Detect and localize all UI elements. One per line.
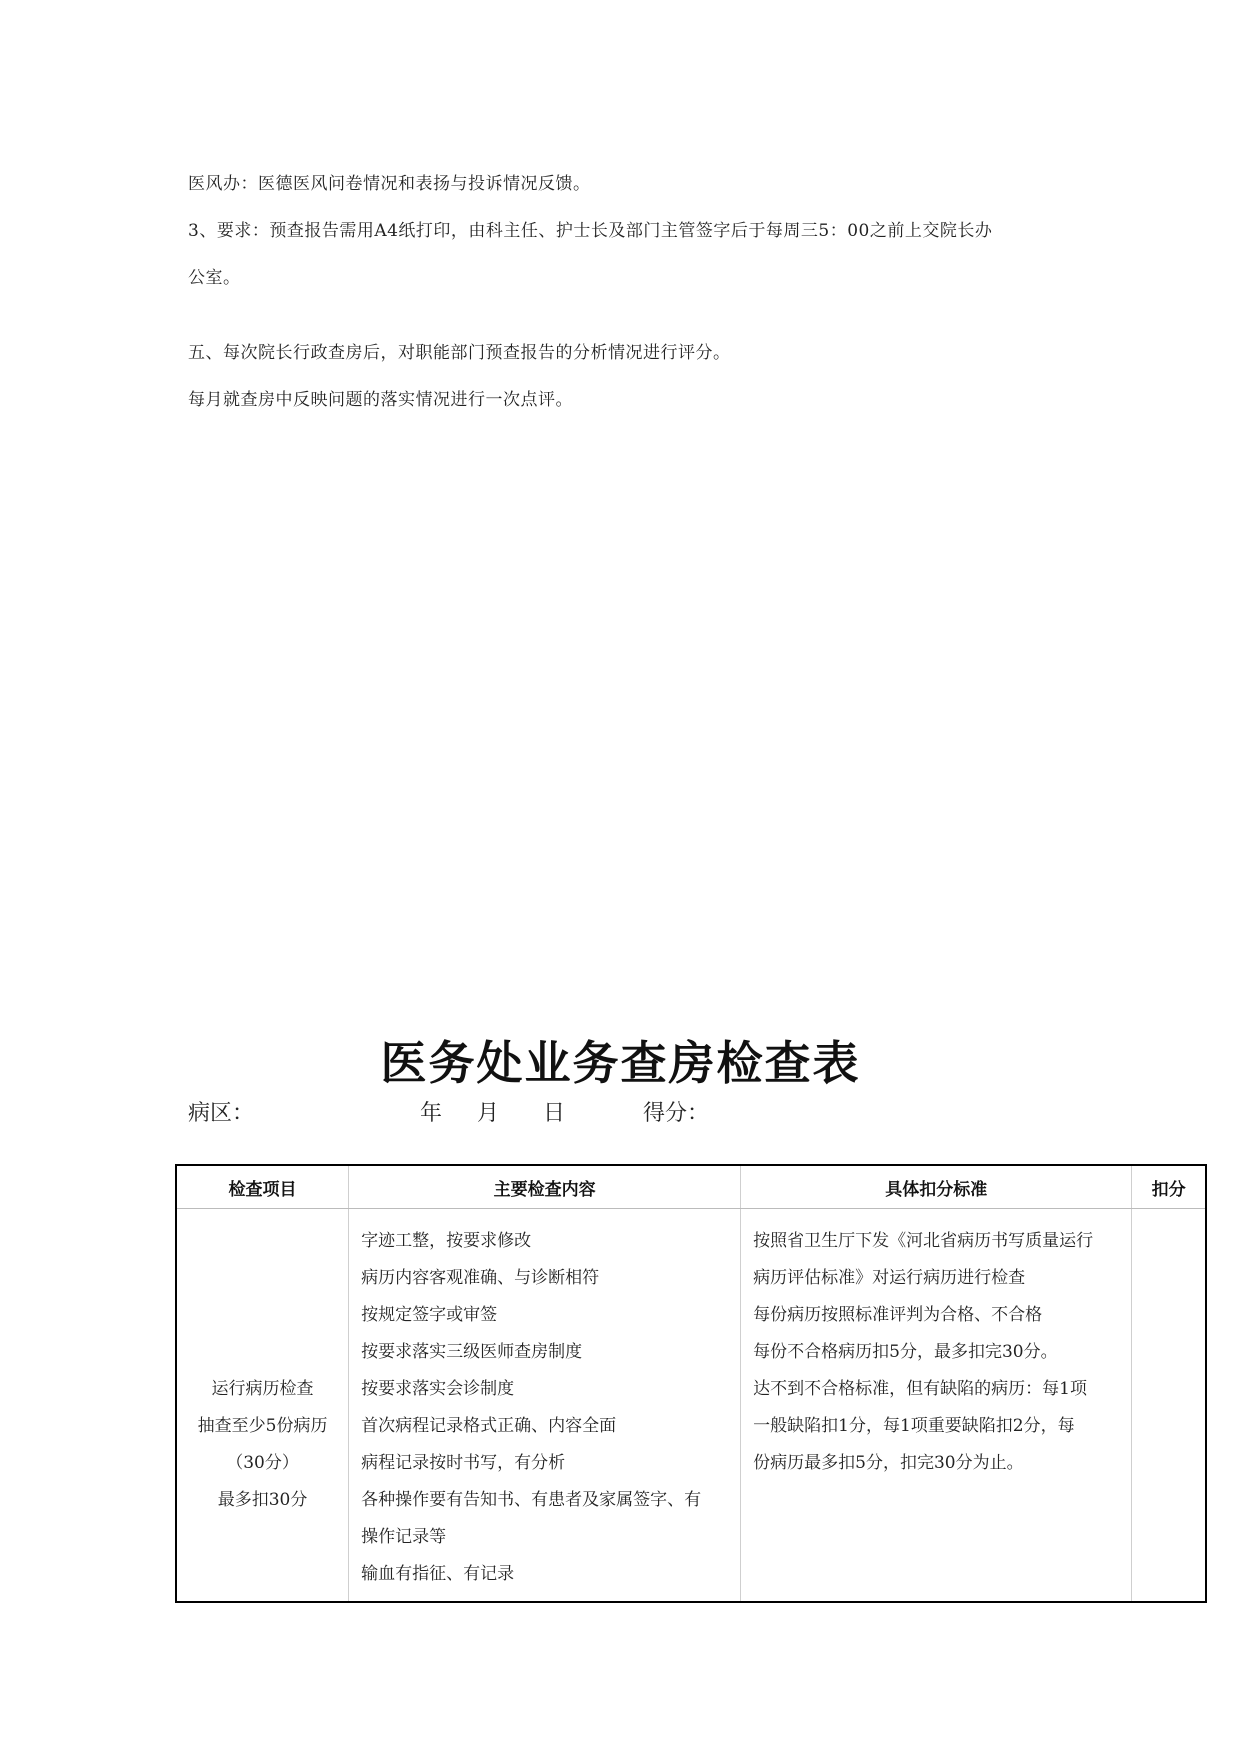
paragraph-requirement: 3、要求：预查报告需用A4纸打印，由科主任、护士长及部门主管签字后于每周三5：00之前上交院长办: [188, 221, 993, 241]
content-cell: [349, 1209, 741, 1603]
header-standard: 具体扣分标准: [741, 1165, 1132, 1209]
project-line: 运行病历检查: [211, 1379, 314, 1399]
content-line: 字迹工整，按要求修改: [361, 1231, 532, 1251]
score-label: 得分：: [643, 1101, 710, 1126]
inspection-table: [175, 1164, 1207, 1603]
standard-line: 一般缺陷扣1分，每1项重要缺陷扣2分，每: [753, 1416, 1075, 1436]
paragraph-monthly-review: 每月就查房中反映问题的落实情况进行一次点评。: [188, 390, 573, 410]
table-header-row: [176, 1165, 1206, 1209]
content-line: 输血有指征、有记录: [361, 1564, 515, 1584]
project-line: 最多扣30分: [217, 1490, 308, 1510]
month-label: 月: [477, 1101, 500, 1126]
header-project: 检查项目: [176, 1165, 349, 1209]
header-content: 主要检查内容: [349, 1165, 741, 1209]
day-label: 日: [543, 1101, 566, 1126]
form-title: 医务处业务查房检查表: [380, 1036, 861, 1090]
standard-cell: [741, 1209, 1132, 1603]
header-deduction: 扣分: [1132, 1165, 1206, 1209]
deduction-cell: [1132, 1209, 1206, 1603]
content-line: 按要求落实会诊制度: [361, 1379, 515, 1399]
content-line: 病程记录按时书写，有分析: [361, 1453, 566, 1473]
standard-line: 按照省卫生厅下发《河北省病历书写质量运行: [753, 1231, 1094, 1251]
year-label: 年: [420, 1101, 443, 1126]
standard-line: 病历评估标准》对运行病历进行检查: [753, 1268, 1026, 1288]
standard-line: 达不到不合格标准，但有缺陷的病历：每1项: [753, 1379, 1087, 1399]
paragraph-requirement-cont: 公室。: [188, 268, 241, 288]
standard-line: 每份不合格病历扣5分，最多扣完30分。: [753, 1342, 1058, 1362]
content-line: 操作记录等: [361, 1527, 447, 1547]
content-line: 首次病程记录格式正确、内容全面: [361, 1416, 617, 1436]
project-cell: [176, 1209, 349, 1603]
content-line: 按要求落实三级医师查房制度: [361, 1342, 583, 1362]
standard-line: 每份病历按照标准评判为合格、不合格: [753, 1305, 1043, 1325]
paragraph-five: 五、每次院长行政查房后，对职能部门预查报告的分析情况进行评分。: [188, 343, 731, 363]
paragraph-feedback: 医风办：医德医风问卷情况和表扬与投诉情况反馈。: [188, 174, 591, 194]
content-line: 按规定签字或审签: [361, 1305, 498, 1325]
content-line: 病历内容客观准确、与诊断相符: [361, 1268, 600, 1288]
standard-line: 份病历最多扣5分，扣完30分为止。: [753, 1453, 1024, 1473]
table-row: [176, 1209, 1206, 1603]
content-line: 各种操作要有告知书、有患者及家属签字、有: [361, 1490, 702, 1510]
project-line: 抽查至少5份病历: [197, 1416, 328, 1436]
project-line: （30分）: [226, 1453, 299, 1473]
ward-label: 病区：: [188, 1101, 255, 1126]
